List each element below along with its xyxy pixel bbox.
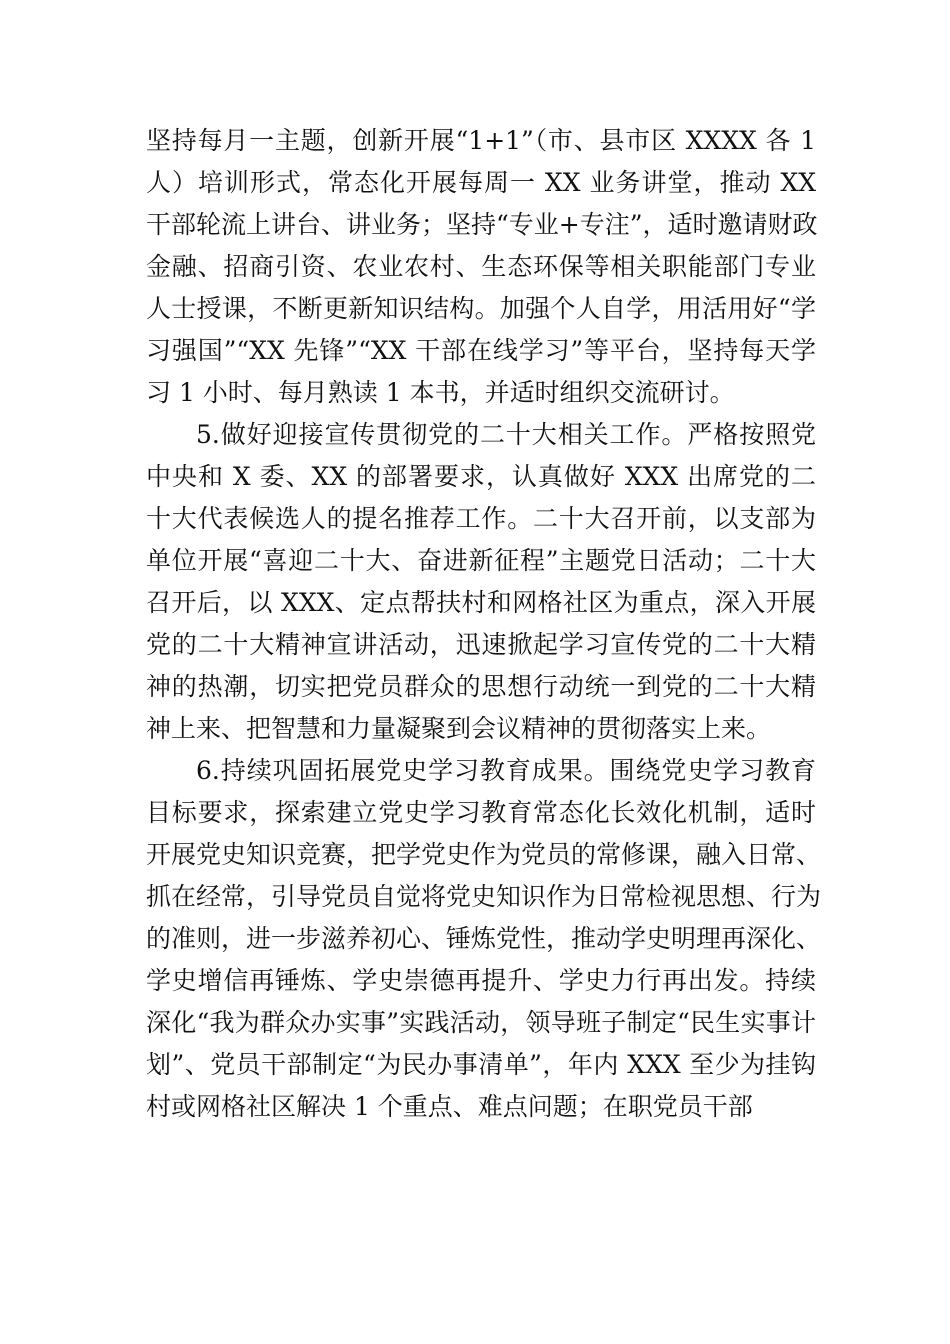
text-line: 习强国”“XX 先锋”“XX 干部在线学习”等平台，坚持每天学 [146, 336, 816, 365]
text-line: 人）培训形式，常态化开展每周一 XX 业务讲堂，推动 XX [146, 168, 816, 197]
text-line: 神上来、把智慧和力量凝聚到会议精神的贯彻落实上来。 [146, 714, 772, 743]
text-line: 党的二十大精神宣讲活动，迅速掀起学习宣传党的二十大精 [146, 630, 816, 659]
text-line: 开展党史知识竞赛，把学党史作为党员的常修课，融入日常、 [146, 840, 822, 869]
text-line: 目标要求，探索建立党史学习教育常态化长效化机制，适时 [146, 798, 816, 827]
text-line: 单位开展“喜迎二十大、奋进新征程”主题党日活动；二十大 [146, 546, 816, 575]
text-line: 习 1 小时、每月熟读 1 本书，并适时组织交流研讨。 [146, 378, 735, 407]
text-line: 金融、招商引资、农业农村、生态环保等相关职能部门专业 [146, 252, 816, 281]
text-line: 抓在经常，引导党员自觉将党史知识作为日常检视思想、行为 [146, 882, 822, 911]
text-line: 村或网格社区解决 1 个重点、难点问题；在职党员干部 [146, 1092, 753, 1121]
text-line: 坚持每月一主题，创新开展“1+1”（市、县市区 XXXX 各 1 [146, 126, 816, 155]
text-line: 十大代表候选人的提名推荐工作。二十大召开前，以支部为 [146, 504, 816, 533]
text-line: 召开后，以 XXX、定点帮扶村和网格社区为重点，深入开展 [146, 588, 816, 617]
section-5-heading-line: 5.做好迎接宣传贯彻党的二十大相关工作。严格按照党 [196, 420, 816, 449]
text-line: 划”、党员干部制定“为民办事清单”，年内 XXX 至少为挂钩 [146, 1050, 816, 1079]
section-6-heading-line: 6.持续巩固拓展党史学习教育成果。围绕党史学习教育 [196, 756, 816, 785]
text-line: 中央和 X 委、XX 的部署要求，认真做好 XXX 出席党的二 [146, 462, 816, 491]
text-line: 干部轮流上讲台、讲业务；坚持“专业+专注”，适时邀请财政 [146, 210, 818, 239]
body-text [146, 120, 822, 1128]
text-line: 人士授课，不断更新知识结构。加强个人自学，用活用好“学 [146, 294, 816, 323]
text-line: 深化“我为群众办实事”实践活动，领导班子制定“民生实事计 [146, 1008, 816, 1037]
text-line: 的准则，进一步滋养初心、锤炼党性，推动学史明理再深化、 [146, 924, 822, 953]
text-line: 学史增信再锤炼、学史崇德再提升、学史力行再出发。持续 [146, 966, 816, 995]
text-line: 神的热潮，切实把党员群众的思想行动统一到党的二十大精 [146, 672, 816, 701]
